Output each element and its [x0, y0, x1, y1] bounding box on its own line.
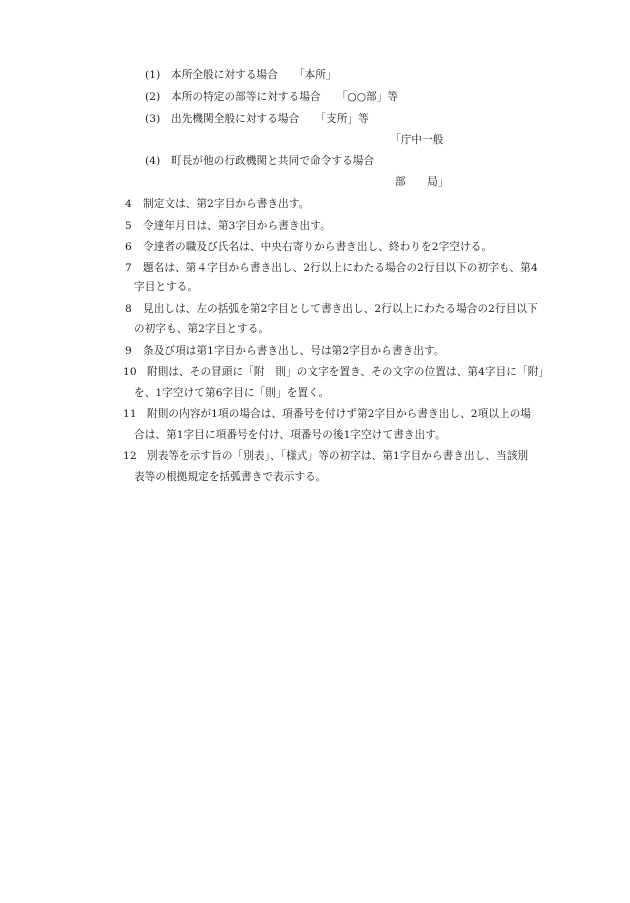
item-number: 6: [125, 241, 132, 253]
sub-item-number: (4): [145, 155, 161, 167]
item-7-continued: 字目とする。: [134, 281, 199, 293]
item-text: 令達者の職及び氏名は、中央右寄りから書き出し、終わりを2字空ける。: [143, 241, 493, 253]
sub-item-text: 町長が他の行政機関と共同で命令する場合: [171, 155, 375, 167]
item-text: 見出しは、左の括弧を第2字目として書き出し、2行以上にわたる場合の2行目以下: [143, 303, 538, 315]
item-number: 12: [123, 450, 137, 462]
item-11: [123, 407, 531, 421]
sub-item-2: [145, 90, 398, 104]
sub-item-number: (1): [145, 69, 161, 81]
item-6: [125, 240, 492, 254]
item-number: 7: [125, 262, 132, 274]
sub-item-quote: 「支所」等: [315, 113, 369, 125]
sub-item-quote: 「○○部」等: [336, 91, 399, 103]
item-text: 附則の内容が1項の場合は、項番号を付けず第2字目から書き出し、2項以上の場: [147, 408, 532, 420]
sub-item-quote: 「本所」: [293, 69, 337, 81]
item-12: [123, 449, 528, 463]
item-4: [125, 197, 309, 211]
sub-item-3: [145, 112, 369, 126]
item-number: 8: [125, 303, 132, 315]
sub-item-text: 本所の特定の部等に対する場合: [171, 91, 321, 103]
item-10: [123, 365, 549, 379]
right-quote-department: 部 局」: [395, 176, 449, 188]
item-12-continued: 表等の根拠規定を括弧書きで表示する。: [134, 471, 327, 483]
item-5: [125, 219, 331, 233]
item-10-continued: を、1字空けて第6字目に「則」を置く。: [134, 387, 330, 399]
sub-item-text: 本所全般に対する場合: [171, 69, 278, 81]
item-text: 題名は、第４字目から書き出し、2行以上にわたる場合の2行目以下の初字も、第4: [143, 262, 538, 274]
sub-item-number: (2): [145, 91, 161, 103]
item-text: 令達年月日は、第3字目から書き出す。: [143, 220, 331, 232]
sub-item-number: (3): [145, 113, 161, 125]
item-text: 附則は、その冒頭に「附 則」の文字を置き、その文字の位置は、第4字目に「附」: [147, 366, 550, 378]
item-text: 制定文は、第2字目から書き出す。: [143, 198, 310, 210]
item-11-continued: 合は、第1字目に項番号を付け、項番号の後1字空けて書き出す。: [134, 429, 446, 441]
item-text: 条及び項は第1字目から書き出し、号は第2字目から書き出す。: [143, 345, 445, 357]
sub-item-text: 出先機関全般に対する場合: [171, 113, 300, 125]
item-number: 10: [123, 366, 137, 378]
sub-item-1: [145, 68, 337, 82]
item-text: 別表等を示す旨の「別表」、「様式」等の初字は、第1字目から書き出し、当該別: [147, 450, 529, 462]
item-number: 5: [125, 220, 132, 232]
item-number: 11: [123, 408, 137, 420]
item-8: [125, 302, 538, 316]
sub-item-4: [145, 154, 374, 168]
item-number: 4: [125, 198, 132, 210]
item-7: [125, 261, 538, 275]
item-9: [125, 344, 445, 358]
right-quote-general: 「庁中一般: [390, 134, 444, 146]
item-number: 9: [125, 345, 132, 357]
item-8-continued: の初字も、第2字目とする。: [134, 323, 270, 335]
